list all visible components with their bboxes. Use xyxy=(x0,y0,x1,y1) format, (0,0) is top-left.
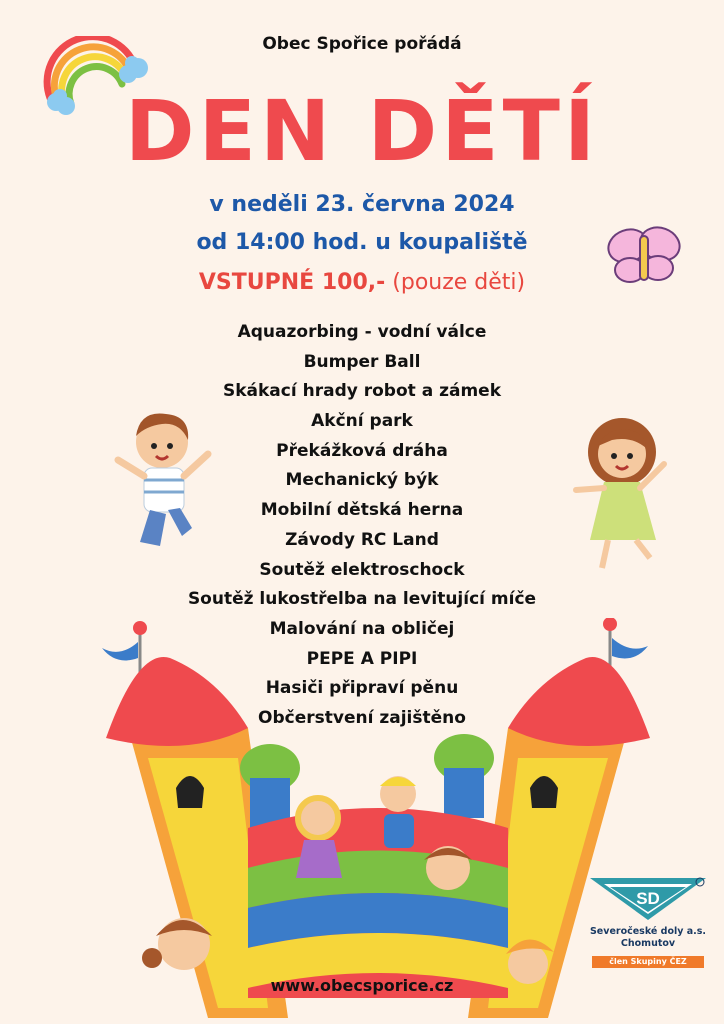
sd-logo-icon xyxy=(588,874,708,922)
program-item: Skákací hrady robot a zámek xyxy=(222,381,501,402)
sponsor-logo xyxy=(588,874,708,968)
program-item: Bumper Ball xyxy=(303,351,421,372)
logo-mark-text: SD xyxy=(636,889,660,908)
program-item: Hasiči připraví pěnu xyxy=(265,678,459,699)
event-title: DEN DĚTÍ xyxy=(124,82,600,180)
member-badge: člen Skupiny ČEZ xyxy=(592,956,704,968)
program-item: Soutěž elektroschock xyxy=(259,559,465,580)
website-link[interactable]: www.obecsporice.cz xyxy=(270,976,454,995)
entrance-fee-label: VSTUPNÉ 100,- xyxy=(198,270,386,295)
event-date: v neděli 23. června 2024 xyxy=(209,192,515,217)
entrance-fee xyxy=(0,270,724,295)
program-item: Akční park xyxy=(311,411,413,432)
sponsor-city: Chomutov xyxy=(620,938,676,949)
program-item: Malování na obličej xyxy=(269,618,455,639)
program-item: Soutěž lukostřelba na levitující míče xyxy=(187,589,537,610)
program-item: Překážková dráha xyxy=(276,440,448,461)
organizer-text: Obec Spořice pořádá xyxy=(262,34,462,54)
program-item: Aquazorbing - vodní válce xyxy=(237,322,487,342)
program-item: Mobilní dětská herna xyxy=(260,500,464,521)
program-item: PEPE A PIPI xyxy=(306,648,418,669)
entrance-fee-note: (pouze děti) xyxy=(392,270,526,295)
program-item: Mechanický býk xyxy=(285,470,439,491)
program-item: Občerstvení zajištěno xyxy=(258,707,466,728)
sponsor-name: Severočeské doly a.s. xyxy=(589,926,707,937)
event-time-location: od 14:00 hod. u koupaliště xyxy=(196,230,528,255)
program-item: Závody RC Land xyxy=(285,529,439,550)
program-list xyxy=(0,318,724,734)
